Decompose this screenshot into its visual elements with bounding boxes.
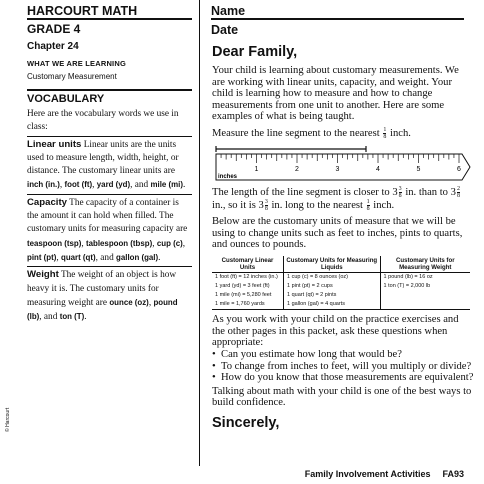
mixed-whole: 3	[258, 199, 264, 211]
vocab-weight: Weight The weight of an object is how heavy it is. The customary units for measuring weight are ounce (oz), pound (lb), and ton (T).	[27, 266, 192, 324]
name-field-label: Name	[211, 4, 464, 20]
measure-prompt-text: Measure the line segment to the nearest	[212, 127, 380, 139]
units-table	[212, 256, 470, 310]
vocab-term: Weight	[27, 269, 59, 281]
program-title: HARCOURT MATH	[27, 4, 192, 20]
fraction-three-eighths	[265, 199, 268, 212]
unit-term: cup (c)	[156, 238, 183, 248]
measure-prompt	[212, 127, 474, 140]
vocabulary-heading: VOCABULARY	[27, 89, 192, 106]
letter-greeting: Dear Family,	[212, 44, 298, 60]
segment-answer	[212, 186, 474, 212]
family-letter	[212, 44, 474, 432]
table-row	[212, 282, 470, 291]
grade-label: GRADE 4	[27, 22, 81, 36]
unit-term: foot (ft)	[64, 180, 93, 190]
date-field-label: Date	[211, 23, 239, 37]
measure-unit: inch.	[390, 127, 411, 139]
table-header: Customary Linear Units	[212, 256, 284, 273]
fraction-one-eighth	[367, 199, 370, 212]
unit-term: tablespoon (tbsp)	[86, 238, 153, 248]
answer-text: in. than to	[405, 186, 448, 198]
table-header: Customary Units for Measuring Liquids	[284, 256, 381, 273]
table-cell: 1 gallon (gal) = 4 quarts	[284, 300, 381, 310]
unit-term: pound (lb)	[27, 297, 178, 322]
table-cell: 1 quart (qt) = 2 pints	[284, 291, 381, 300]
unit-term: pint (pt)	[27, 252, 57, 262]
fraction-numerator: 1	[366, 198, 370, 205]
practice-intro: As you work with your child on the practice exercises and the other pages in this packet, ask these questions when appropriate:	[212, 314, 459, 349]
closing-text: Talking about math with your child is one of the best ways to build confidence.	[212, 385, 472, 409]
table-cell: 1 ton (T) = 2,000 lb	[380, 282, 470, 291]
topic-label: Customary Measurement	[27, 72, 117, 81]
letter-intro: Your child is learning about customary measurements. We are working with linear units, capacity, and weight. Your child is learning how to measure and how to change measurements from one unit to another. Here are some examples of what is being taught.	[212, 65, 459, 123]
fraction-denominator: 8	[456, 192, 460, 199]
ruler-svg	[212, 146, 474, 182]
table-header-row	[212, 256, 470, 273]
table-cell: 1 yard (yd) = 3 feet (ft)	[212, 282, 284, 291]
fraction-denominator: 8	[264, 205, 268, 212]
left-sidebar	[27, 20, 192, 324]
vocab-definition: The weight of an object is how heavy it is. The customary units for measuring weight are	[27, 270, 177, 308]
table-cell: 1 mile = 1,760 yards	[212, 300, 284, 310]
answer-text: The length of the line segment is closer to	[212, 186, 390, 198]
answer-text: in., so it is	[212, 199, 256, 211]
ruler-figure	[212, 146, 474, 182]
letter-signoff: Sincerely,	[212, 414, 280, 431]
question-list	[212, 349, 474, 384]
copyright-note	[5, 402, 13, 432]
unit-term: inch (in.)	[27, 180, 60, 190]
vocabulary-intro: Here are the vocabulary words we use in class:	[27, 109, 179, 133]
unit-term: ounce (oz)	[109, 297, 149, 307]
table-cell	[380, 291, 470, 300]
fraction-denominator: 8	[366, 205, 370, 212]
answer-text: in. long to the nearest	[271, 199, 363, 211]
fraction-denominator: 8	[383, 133, 387, 140]
ruler-number: 5	[416, 165, 421, 173]
unit-term: yard (yd)	[96, 180, 131, 190]
table-header: Customary Units for Measuring Weight	[380, 256, 470, 273]
fraction-numerator: 3	[398, 185, 402, 192]
fraction-numerator: 3	[264, 198, 268, 205]
table-row	[212, 291, 470, 300]
ruler-unit-label: inches	[218, 173, 238, 180]
table-cell: 1 foot (ft) = 12 inches (in.)	[212, 273, 284, 283]
vocab-term: Linear units	[27, 138, 82, 150]
ruler-number: 4	[376, 165, 380, 173]
list-item: • How do you know that those measurements are equivalent?	[212, 372, 474, 384]
fraction-numerator: 2	[456, 185, 460, 192]
table-cell: 1 cup (c) = 8 ounces (oz)	[284, 273, 381, 283]
unit-term: quart (qt)	[61, 252, 96, 262]
list-item: • Can you estimate how long that would be?	[212, 349, 474, 361]
table-cell: 1 mile (mi) = 5,280 feet	[212, 291, 284, 300]
ruler-number: 2	[295, 165, 299, 173]
fraction-one-eighth	[383, 127, 386, 140]
vocab-definition: Linear units are the units used to measure length, width, height, or distance. The customary linear units are	[27, 139, 179, 177]
fraction-numerator: 1	[383, 126, 387, 133]
unit-term: mile (mi)	[150, 180, 183, 190]
footer-title: Family Involvement Activities	[304, 469, 431, 479]
vocab-capacity: Capacity The capacity of a container is the amount it can hold when filled. The customary units for measuring capacity are teaspoon (tsp), tablespoon (tbsp), cup (c), pint (pt), quart (qt), and gallon (gal).	[27, 194, 192, 265]
vocab-term: Capacity	[27, 196, 67, 208]
list-item: • To change from inches to feet, will you multiply or divide?	[212, 361, 474, 373]
column-divider	[199, 0, 200, 466]
ruler-number: 1	[254, 165, 259, 173]
fraction-denominator: 8	[398, 192, 402, 199]
vocab-definition: The capacity of a container is the amount it can hold when filled. The customary units for measuring capacity are	[27, 197, 188, 235]
answer-text: inch.	[373, 199, 395, 211]
ruler-number: 6	[457, 165, 461, 173]
copyright-text: © Harcourt	[5, 407, 11, 432]
learning-heading: WHAT WE ARE LEARNING	[27, 59, 126, 68]
table-row	[212, 273, 470, 283]
page-footer	[305, 468, 464, 480]
table-cell: 1 pint (pt) = 2 cups	[284, 282, 381, 291]
table-cell	[380, 300, 470, 310]
table-row	[212, 300, 470, 310]
ruler-number: 3	[335, 165, 340, 173]
page-number: FA93	[442, 469, 464, 479]
units-intro: Below are the customary units of measure that we will be using to change units such as feet to inches, pints to quarts, and ounces to pounds.	[212, 215, 463, 251]
vocab-linear-units: Linear units Linear units are the units used to measure length, width, height, or distance. The customary linear units are inch (in.), foot (ft), yard (yd), and mile (mi).	[27, 136, 192, 193]
table-cell: 1 pound (lb) = 16 oz	[380, 273, 470, 283]
chapter-label: Chapter 24	[27, 41, 79, 52]
mixed-whole: 3	[450, 186, 456, 198]
mixed-whole: 3	[392, 186, 398, 198]
fraction-two-eighths	[457, 186, 460, 199]
unit-term: gallon (gal)	[116, 252, 159, 262]
unit-term: ton (T)	[59, 312, 85, 322]
fraction-three-eighths	[399, 186, 402, 199]
unit-term: teaspoon (tsp)	[27, 238, 82, 248]
